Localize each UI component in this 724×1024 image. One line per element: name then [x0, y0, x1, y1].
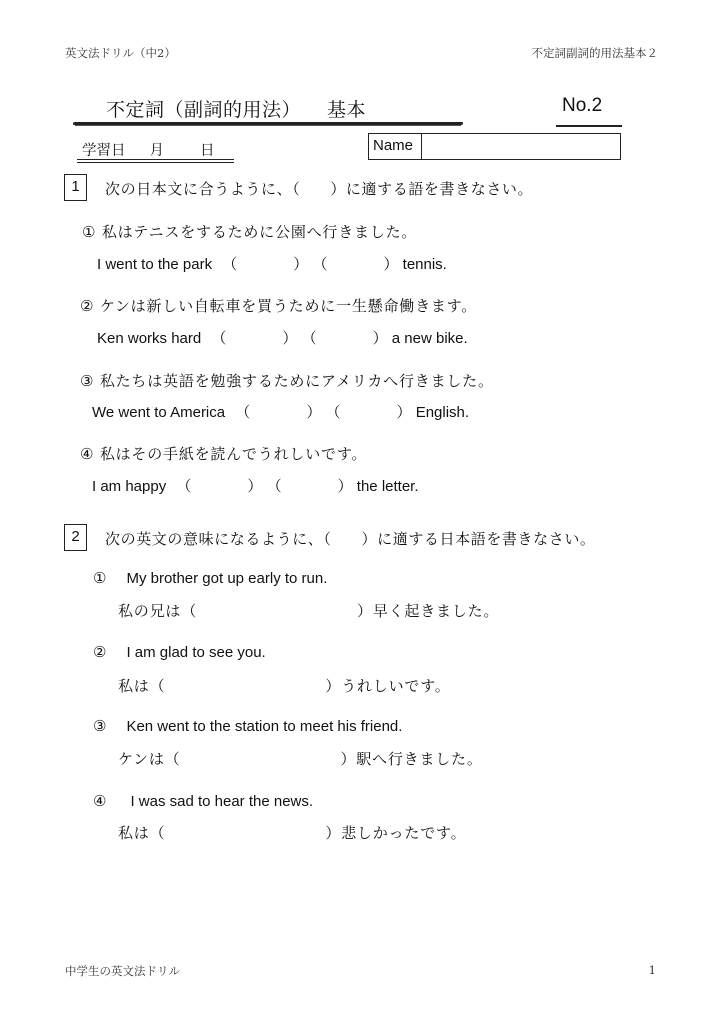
section-2-instruction: 次の英文の意味になるように、（ ）に適する日本語を書きなさい。 [105, 530, 596, 548]
s2-q4-english: ④ I was sad to hear the news. [93, 793, 314, 810]
study-date-underline-2 [77, 162, 234, 163]
footer-title: 中学生の英文法ドリル [65, 964, 180, 978]
section-2-number-box: 2 [64, 524, 87, 551]
s1-q2-english: Ken works hard （ ） （ ） a new bike. [97, 330, 468, 347]
study-date-underline [77, 159, 234, 160]
study-date [82, 139, 215, 160]
s1-q4-blank-1[interactable]: （ ） [176, 478, 263, 495]
section-1-number-box: 1 [64, 174, 87, 201]
running-header-left: 英文法ドリル（中2） [65, 46, 176, 60]
title-sub: 基本 [327, 99, 367, 121]
title-main: 不定詞（副詞的用法） [106, 99, 302, 121]
study-date-month[interactable]: 月 [149, 143, 164, 159]
study-date-label: 学習日 [82, 143, 126, 159]
worksheet-number: No.2 [562, 95, 603, 116]
s1-q4-blank-2[interactable]: （ ） [266, 478, 353, 495]
s2-q1-japanese: 私の兄は（ ）早く起きました。 [118, 602, 500, 620]
s1-q1-blank-1[interactable]: （ ） [222, 256, 309, 273]
s1-q2-japanese: ② ケンは新しい自転車を買うために一生懸命働きます。 [80, 297, 478, 315]
worksheet-number-underline [556, 125, 622, 127]
s1-q2-blank-2[interactable]: （ ） [301, 330, 388, 347]
section-1-instruction: 次の日本文に合うように、（ ）に適する語を書きなさい。 [105, 180, 534, 198]
name-field[interactable] [422, 134, 620, 159]
s2-q3-japanese: ケンは（ ）駅へ行きました。 [118, 750, 483, 768]
s1-q3-english: We went to America （ ） （ ） English. [92, 404, 470, 421]
running-header-right: 不定詞副詞的用法基本２ [531, 46, 658, 60]
s1-q1-english: I went to the park （ ） （ ） tennis. [97, 256, 447, 273]
s1-q4-japanese: ④ 私はその手紙を読んでうれしいです。 [80, 445, 368, 463]
s1-q3-japanese: ③ 私たちは英語を勉強するためにアメリカへ行きました。 [80, 372, 494, 390]
s2-q1-english: ① My brother got up early to run. [93, 570, 328, 587]
name-label: Name [369, 134, 422, 159]
s1-q3-blank-1[interactable]: （ ） [235, 404, 322, 421]
s2-q4-japanese: 私は（ ）悲しかったです。 [118, 824, 467, 842]
title-underline-shadow [75, 125, 461, 126]
study-date-day[interactable]: 日 [200, 143, 215, 159]
s1-q4-english: I am happy （ ） （ ） the letter. [92, 478, 419, 495]
s1-q1-blank-2[interactable]: （ ） [312, 256, 399, 273]
s1-q2-blank-1[interactable]: （ ） [211, 330, 298, 347]
s2-q2-japanese: 私は（ ）うれしいです。 [118, 677, 451, 695]
s2-q3-english: ③ Ken went to the station to meet his friend. [93, 718, 403, 735]
s1-q3-blank-2[interactable]: （ ） [325, 404, 412, 421]
worksheet-title [106, 95, 366, 122]
page-number: 1 [648, 963, 656, 977]
name-box [368, 133, 621, 160]
s2-q2-english: ② I am glad to see you. [93, 644, 266, 661]
s1-q1-japanese: ① 私はテニスをするために公園へ行きました。 [82, 223, 418, 241]
